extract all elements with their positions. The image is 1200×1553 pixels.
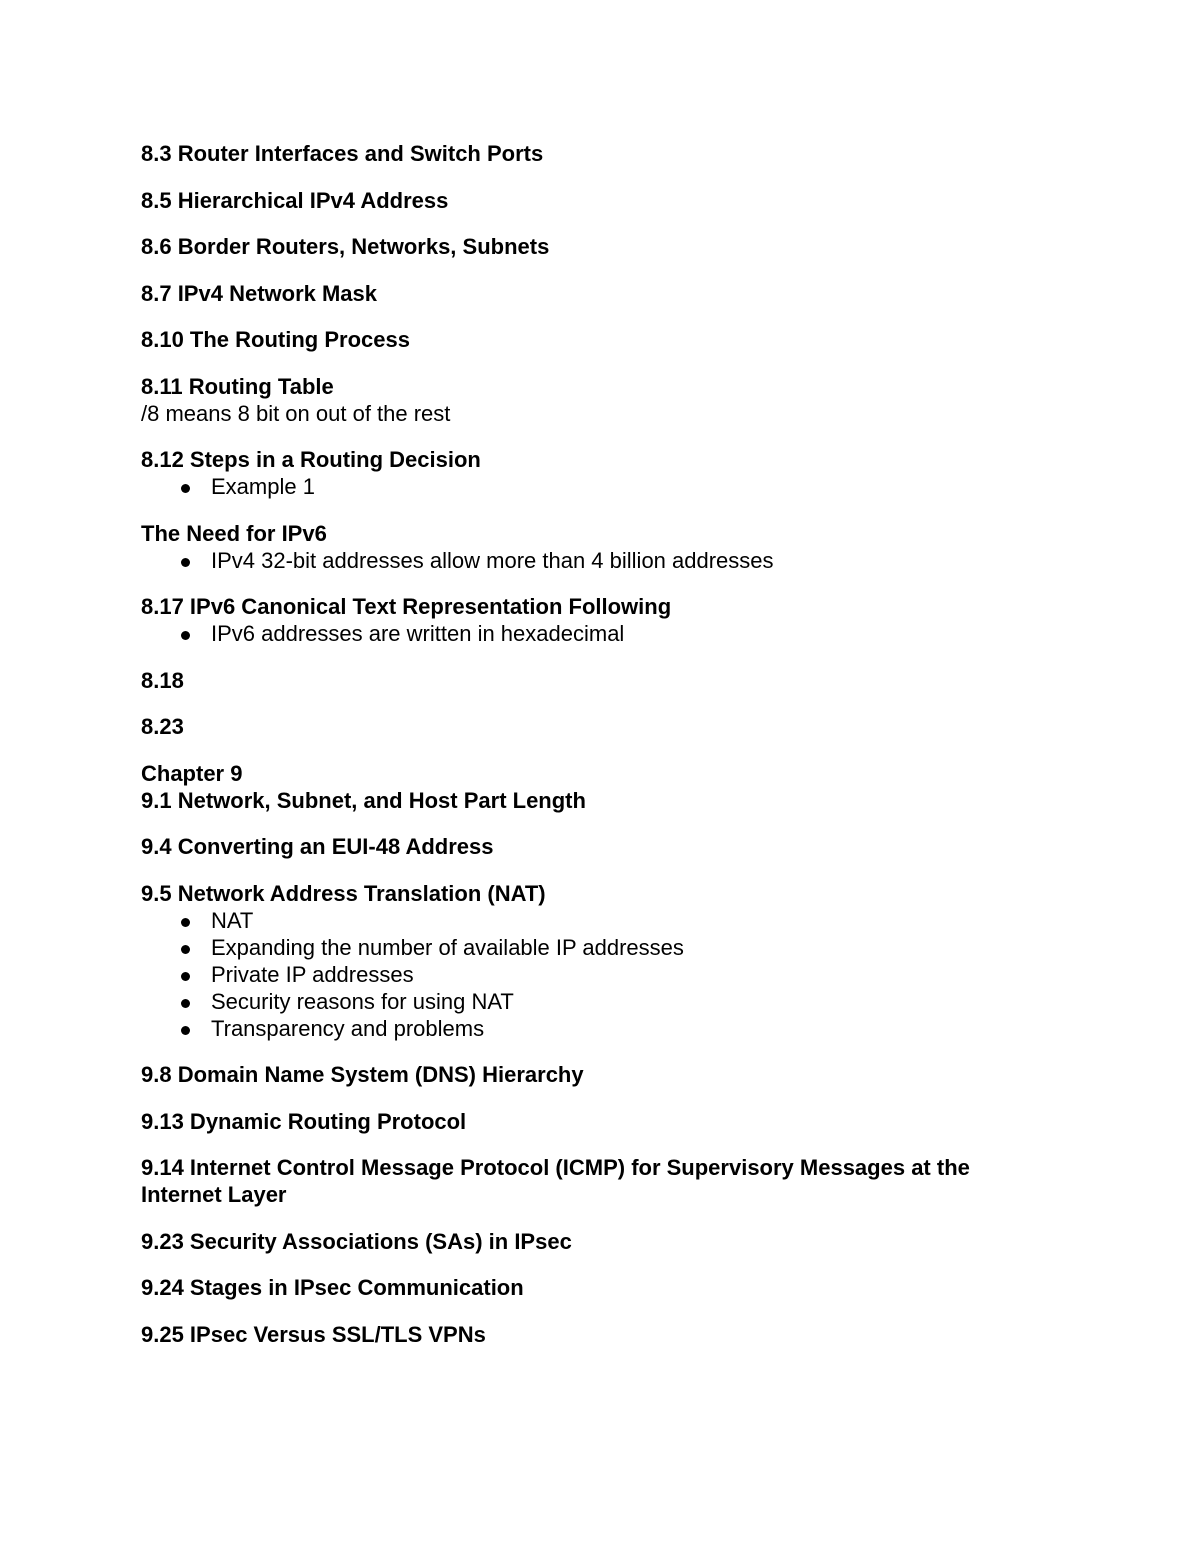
heading-8-5: 8.5 Hierarchical IPv4 Address xyxy=(141,187,449,213)
bullet-list-8-17 xyxy=(141,620,1041,647)
heading-9-14-line2: Internet Layer xyxy=(141,1182,287,1207)
heading-9-14-line1: 9.14 Internet Control Message Protocol (ICMP) for Supervisory Messages at the xyxy=(141,1155,970,1180)
bullet-list-8-12 xyxy=(141,473,1041,500)
heading-8-10: 8.10 The Routing Process xyxy=(141,327,410,352)
heading-9-5: 9.5 Network Address Translation (NAT) xyxy=(141,880,546,906)
bullet-icon xyxy=(181,1026,190,1035)
heading-9-4: 9.4 Converting an EUI-48 Address xyxy=(141,834,494,859)
document-page xyxy=(141,140,1041,1348)
heading-8-12: 8.12 Steps in a Routing Decision xyxy=(141,447,481,472)
list-item xyxy=(141,961,1041,988)
note-8-11: /8 means 8 bit on out of the rest xyxy=(141,400,451,426)
heading-9-13: 9.13 Dynamic Routing Protocol xyxy=(141,1108,467,1134)
list-item xyxy=(141,1015,1041,1042)
list-item-text: IPv4 32-bit addresses allow more than 4 billion addresses xyxy=(211,547,774,573)
bullet-list-need-ipv6 xyxy=(141,547,1041,574)
heading-8-11: 8.11 Routing Table xyxy=(141,373,334,399)
list-item-text: Transparency and problems xyxy=(211,1015,485,1041)
bullet-icon xyxy=(181,918,190,927)
heading-8-23: 8.23 xyxy=(141,714,184,739)
list-item-text: NAT xyxy=(211,907,254,933)
heading-8-18: 8.18 xyxy=(141,667,184,693)
list-item-text: Private IP addresses xyxy=(211,961,414,987)
heading-8-6: 8.6 Border Routers, Networks, Subnets xyxy=(141,234,550,259)
list-item xyxy=(141,988,1041,1015)
heading-9-8: 9.8 Domain Name System (DNS) Hierarchy xyxy=(141,1062,584,1087)
list-item xyxy=(141,934,1041,961)
heading-9-14 xyxy=(141,1154,1041,1208)
list-item xyxy=(141,907,1041,934)
bullet-list-9-5 xyxy=(141,907,1041,1042)
heading-9-24: 9.24 Stages in IPsec Communication xyxy=(141,1275,524,1300)
heading-9-23: 9.23 Security Associations (SAs) in IPsec xyxy=(141,1228,572,1254)
list-item xyxy=(141,547,1041,574)
list-item-text: Expanding the number of available IP addresses xyxy=(211,934,684,960)
bullet-icon xyxy=(181,558,190,567)
list-item xyxy=(141,620,1041,647)
list-item-text: Security reasons for using NAT xyxy=(211,988,514,1014)
heading-need-ipv6: The Need for IPv6 xyxy=(141,520,327,546)
heading-8-7: 8.7 IPv4 Network Mask xyxy=(141,280,378,306)
list-item-text: Example 1 xyxy=(211,474,315,499)
heading-9-25: 9.25 IPsec Versus SSL/TLS VPNs xyxy=(141,1321,486,1347)
list-item-text: IPv6 addresses are written in hexadecimal xyxy=(211,621,625,646)
heading-8-17: 8.17 IPv6 Canonical Text Representation Following xyxy=(141,594,672,619)
heading-9-1: 9.1 Network, Subnet, and Host Part Length xyxy=(141,787,586,813)
bullet-icon xyxy=(181,484,190,493)
chapter-9-title: Chapter 9 xyxy=(141,760,243,786)
bullet-icon xyxy=(181,999,190,1008)
bullet-icon xyxy=(181,972,190,981)
list-item xyxy=(141,473,1041,500)
bullet-icon xyxy=(181,631,190,640)
heading-8-3: 8.3 Router Interfaces and Switch Ports xyxy=(141,141,544,166)
bullet-icon xyxy=(181,945,190,954)
